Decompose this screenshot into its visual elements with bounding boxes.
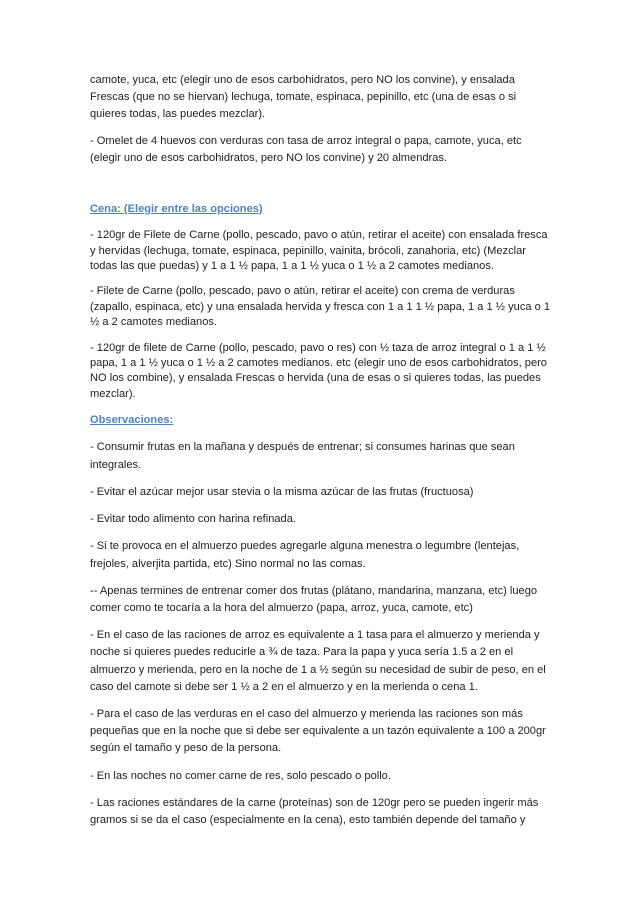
spacer [90,501,552,511]
cena-option-3: - 120gr de filete de Carne (pollo, pescado, pavo o res) con ½ taza de arroz integral o 1 a 1 ½ papa, 1 a 1 ½ yuca o 1 ½ a 2 camotes medianos. etc (elegir uno de esos carbohidratos, pero NO los combine), y ensalada Frescas o hervida (una de esas o si quieres todas, las puedes mezclar). [90,341,547,400]
spacer [90,573,552,583]
spacer [90,617,552,627]
spacer [90,758,552,768]
observation-item: - Consumir frutas en la mañana y después de entrenar; si consumes harinas que sean integrales. [90,441,515,471]
observation-item: - Evitar todo alimento con harina refinada. [90,513,296,526]
observation-item: - En las noches no comer carne de res, solo pescado o pollo. [90,769,391,782]
paragraph-carbohydrates-salad: camote, yuca, etc (elegir uno de esos carbohidratos, pero NO los convine), y ensalada Frescas (que no se hiervan) lechuga, tomate, espinaca, pepinillo, etc (una de esas o si quieres todas, las puedes mezclar). [90,74,517,121]
observation-item: - En el caso de las raciones de arroz es equivalente a 1 tasa para el almuerzo y merienda y noche si quieres puedes reducirle a ¾ de taza. Para la papa y yuca sería 1.5 a 2 en el almuerzo y merienda, pero en la noche de 1 a ½ según su necesidad de subir de peso, en el caso del camote si debe ser 1 ½ a 2 en el almuerzo y en la merienda o cena 1. [90,629,546,693]
observation-item: - Si te provoca en el almuerzo puedes agregarle alguna menestra o legumbre (lentejas, frejoles, alverjita partida, etc) Sino normal no las comas. [90,540,520,570]
spacer [90,429,552,439]
observation-item: - Las raciones estándares de la carne (proteínas) son de 120gr pero se pueden ingerir más gramos si se da el caso (especialmente en la cena), esto también depende del tamaño y [90,796,539,826]
spacer [90,274,552,284]
spacer [90,402,552,412]
paragraph-omelet: - Omelet de 4 huevos con verduras con tasa de arroz integral o papa, camote, yuca, etc (elegir uno de esos carbohidratos, pero NO los convine) y 20 almendras. [90,134,522,164]
spacer [90,167,552,201]
spacer [90,331,552,341]
observation-item: - Para el caso de las verduras en el caso del almuerzo y merienda las raciones son más pequeñas que en la noche que si debe ser equivalente a un tazón equivalente a 100 a 200gr según el tamaño y peso de la persona. [90,707,546,755]
spacer [90,218,552,228]
spacer [90,785,552,795]
observation-item: - Evitar el azúcar mejor usar stevia o la misma azúcar de las frutas (fructuosa) [90,485,474,498]
cena-option-2: - Filete de Carne (pollo, pescado, pavo o atún, retirar el aceite) con crema de verduras (zapallo, espinaca, etc) y una ensalada hervida y fresca con 1 a 1 1 ½ papa, 1 a 1 ½ yuca o 1 ½ a 2 camotes medianos. [90,285,551,329]
document-page [90,72,552,829]
section-heading-observaciones: Observaciones: [90,414,174,427]
spacer [90,124,552,133]
spacer [90,528,552,538]
cena-option-1: - 120gr de Filete de Carne (pollo, pescado, pavo o atún, retirar el aceite) con ensalada fresca y hervidas (lechuga, tomate, espinaca, pepinillo, vainita, brócoli, zanahoria, etc) (Mezclar todas las que puedas) y 1 a 1 ½ papa, 1 a 1 ½ yuca o 1 ½ a 2 camotes medianos. [90,229,548,273]
observation-item: -- Apenas termines de entrenar comer dos frutas (plátano, mandarina, manzana, etc) luego comer como te tocaría a la hora del almuerzo (papa, arroz, yuca, camote, etc) [90,584,538,614]
spacer [90,474,552,484]
spacer [90,696,552,706]
section-heading-cena: Cena: (Elegir entre las opciones) [90,203,263,216]
